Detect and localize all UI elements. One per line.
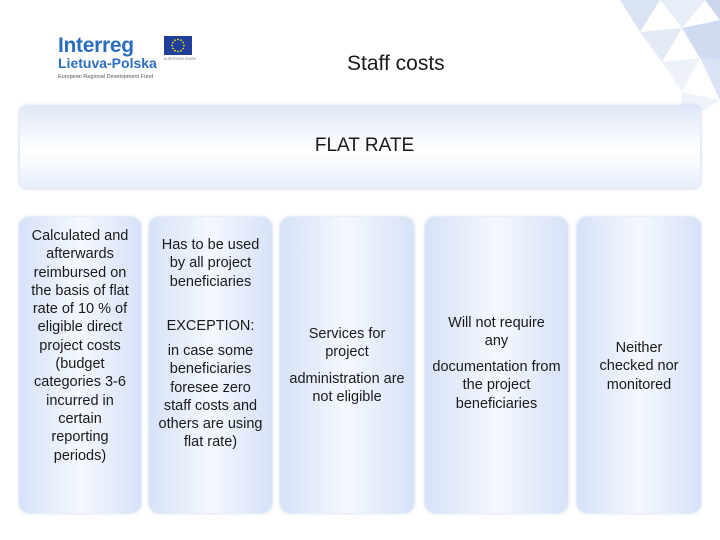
column-usage-exception-text: in case some beneficiaries foresee zero staff costs and others are using flat rate)	[158, 343, 263, 451]
decorative-triangles	[540, 0, 720, 110]
logo-interreg-text: Interreg	[58, 34, 134, 57]
column-documentation-text-2: documentation from the project beneficiaries	[432, 359, 561, 412]
column-usage-exception-label: EXCEPTION:	[166, 318, 255, 334]
logo-program-text: Lietuva-Polska	[58, 55, 157, 71]
column-documentation-text: Will not require any	[448, 315, 545, 350]
column-monitoring-text: Neither checked nor monitored	[599, 340, 679, 393]
eu-flag-caption: EUROPEAN UNION	[164, 57, 196, 61]
column-services-text-2: administration are not eligible	[289, 371, 405, 406]
column-services	[280, 217, 414, 513]
column-calculation-text: Calculated and afterwards reimbursed on the basis of flat rate of 10 % of eligible direct project costs (budget categories 3-6 incurred in certain reporting periods)	[31, 228, 129, 464]
eu-flag-icon	[164, 36, 192, 55]
slide-title: Staff costs	[347, 52, 445, 75]
column-usage-text: Has to be used by all project beneficiaries	[161, 237, 260, 290]
flat-rate-banner-label: FLAT RATE	[314, 135, 415, 156]
column-services-text: Services for project	[308, 326, 386, 361]
logo-tagline: European Regional Development Fund	[58, 74, 154, 80]
interreg-logo	[58, 34, 208, 84]
